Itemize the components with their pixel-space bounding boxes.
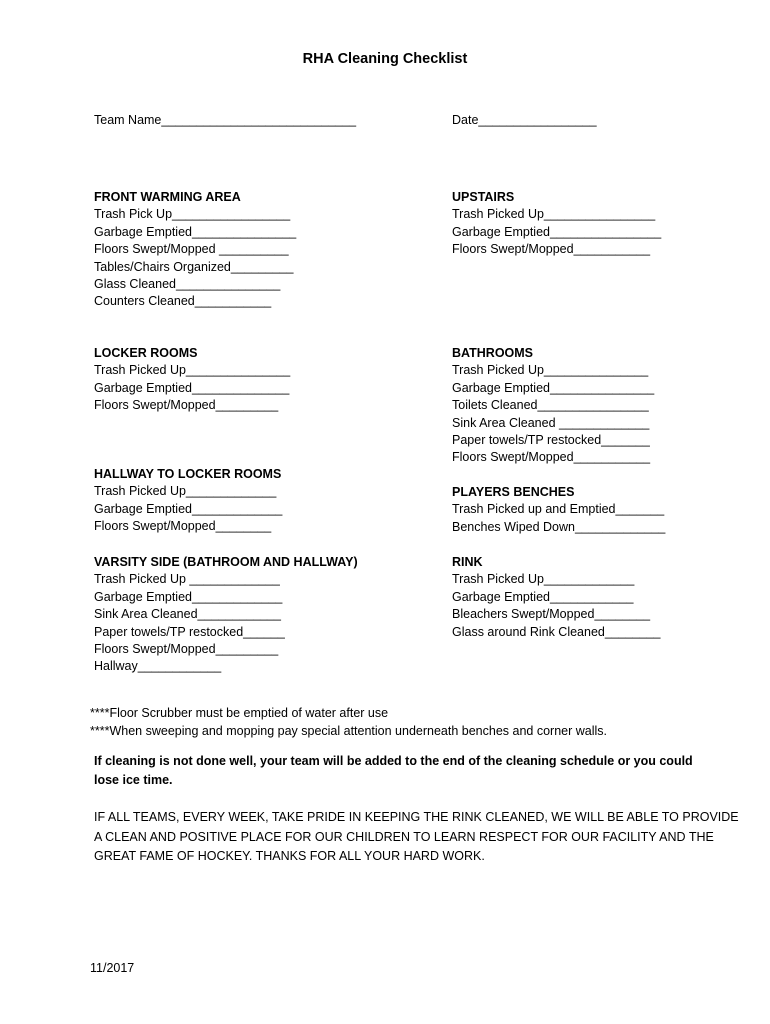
section-heading: RINK xyxy=(452,555,483,569)
checklist-item[interactable]: Trash Picked Up_____________ xyxy=(452,572,635,587)
section-heading: UPSTAIRS xyxy=(452,190,515,204)
checklist-item[interactable]: Garbage Emptied____________ xyxy=(452,589,634,604)
note-floor-scrubber: ****Floor Scrubber must be emptied of water after use xyxy=(90,706,389,720)
section-heading: PLAYERS BENCHES xyxy=(452,485,575,499)
section-heading: VARSITY SIDE (BATHROOM AND HALLWAY) xyxy=(94,555,358,569)
page-title: RHA Cleaning Checklist xyxy=(302,51,468,67)
section-front-warming-area xyxy=(94,189,296,311)
checklist-item[interactable]: Trash Picked up and Emptied_______ xyxy=(452,502,665,517)
checklist-item[interactable]: Trash Picked Up _____________ xyxy=(94,572,280,587)
section-upstairs xyxy=(452,189,661,259)
checklist-item[interactable]: Bleachers Swept/Mopped________ xyxy=(452,607,651,622)
checklist-item[interactable]: Sink Area Cleaned____________ xyxy=(94,607,281,622)
checklist-item[interactable]: Trash Picked Up_______________ xyxy=(94,363,291,378)
closing-line: GREAT FAME OF HOCKEY. THANKS FOR ALL YOUR HARD WORK. xyxy=(94,849,485,863)
checklist-item[interactable]: Trash Pick Up_________________ xyxy=(94,207,291,222)
checklist-item[interactable]: Floors Swept/Mopped_________ xyxy=(94,398,279,413)
section-heading: HALLWAY TO LOCKER ROOMS xyxy=(94,467,282,481)
note-sweeping: ****When sweeping and mopping pay special attention underneath benches and corner walls. xyxy=(90,724,608,738)
closing-line: A CLEAN AND POSITIVE PLACE FOR OUR CHILDREN TO LEARN RESPECT FOR OUR FACILITY AND THE xyxy=(94,829,714,844)
warning-line: If cleaning is not done well, your team will be added to the end of the cleaning schedule or you could xyxy=(94,754,693,768)
checklist-item[interactable]: Paper towels/TP restocked_______ xyxy=(452,433,650,448)
footer-date: 11/2017 xyxy=(90,961,135,975)
checklist-item[interactable]: Floors Swept/Mopped___________ xyxy=(452,242,651,257)
checklist-item[interactable]: Garbage Emptied_____________ xyxy=(94,501,283,516)
section-hallway-to-locker-rooms xyxy=(94,466,282,536)
checklist-item[interactable]: Floors Swept/Mopped________ xyxy=(94,519,272,534)
checklist-item[interactable]: Garbage Emptied_______________ xyxy=(452,380,655,395)
section-bathrooms xyxy=(452,345,654,467)
checklist-item[interactable]: Trash Picked Up________________ xyxy=(452,207,656,222)
checklist-item[interactable]: Tables/Chairs Organized_________ xyxy=(94,259,294,274)
section-players-benches xyxy=(452,484,665,536)
checklist-item[interactable]: Paper towels/TP restocked______ xyxy=(94,624,285,639)
checklist-item[interactable]: Garbage Emptied_____________ xyxy=(94,589,283,604)
notes-block xyxy=(90,704,607,740)
checklist-item[interactable]: Floors Swept/Mopped___________ xyxy=(452,450,651,465)
checklist-item[interactable]: Toilets Cleaned________________ xyxy=(452,398,649,413)
checklist-item[interactable]: Floors Swept/Mopped __________ xyxy=(94,242,289,257)
team-name-field[interactable]: Team Name____________________________ xyxy=(94,113,357,127)
checklist-item[interactable]: Glass Cleaned_______________ xyxy=(94,277,281,292)
checklist-item[interactable]: Benches Wiped Down_____________ xyxy=(452,519,666,534)
closing-paragraph xyxy=(94,808,739,867)
checklist-item[interactable]: Trash Picked Up_______________ xyxy=(452,363,649,378)
section-rink xyxy=(452,554,660,641)
section-heading: LOCKER ROOMS xyxy=(94,346,198,360)
checklist-item[interactable]: Hallway____________ xyxy=(94,659,222,674)
checklist-item[interactable]: Trash Picked Up_____________ xyxy=(94,484,277,499)
date-field[interactable]: Date_________________ xyxy=(452,113,597,127)
section-heading: BATHROOMS xyxy=(452,346,534,360)
checklist-item[interactable]: Counters Cleaned___________ xyxy=(94,294,272,309)
warning-line: lose ice time. xyxy=(94,773,173,787)
closing-line: IF ALL TEAMS, EVERY WEEK, TAKE PRIDE IN KEEPING THE RINK CLEANED, WE WILL BE ABLE TO PROVIDE xyxy=(94,810,739,824)
warning-text xyxy=(94,752,694,790)
checklist-item[interactable]: Glass around Rink Cleaned________ xyxy=(452,624,661,639)
checklist-item[interactable]: Garbage Emptied_______________ xyxy=(94,224,297,239)
section-locker-rooms xyxy=(94,345,290,415)
checklist-item[interactable]: Garbage Emptied________________ xyxy=(452,224,662,239)
checklist-item[interactable]: Floors Swept/Mopped_________ xyxy=(94,642,279,657)
section-heading: FRONT WARMING AREA xyxy=(94,190,241,204)
section-varsity-side xyxy=(94,554,358,676)
checklist-item[interactable]: Garbage Emptied______________ xyxy=(94,380,290,395)
checklist-item[interactable]: Sink Area Cleaned _____________ xyxy=(452,415,650,430)
